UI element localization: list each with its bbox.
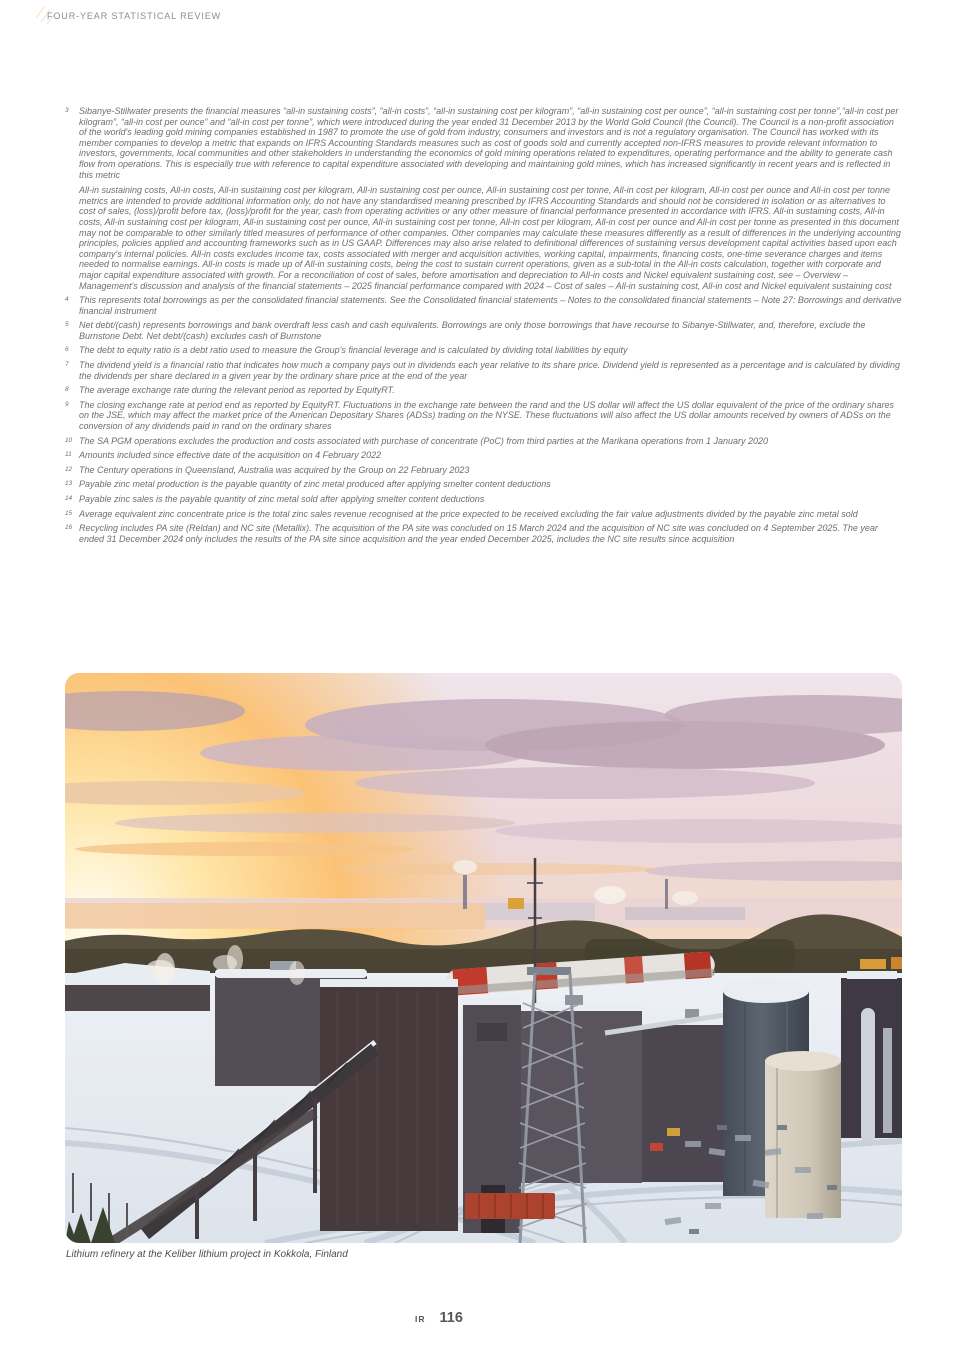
footnote-item [65,385,902,396]
footnote-paragraph: The debt to equity ratio is a debt ratio used to measure the Group's financial leverage and is calculated by dividing total liabilities by equity [79,345,628,356]
page-header: FOUR-YEAR STATISTICAL REVIEW [47,11,222,21]
footnote-number: 13 [65,480,73,488]
footnote-item [65,494,902,505]
footnote-text [79,494,902,505]
footnote-number: 16 [65,524,73,532]
footnote-number: 6 [65,346,69,354]
footnote-paragraph: Sibanye-Stillwater presents the financial measures “all-in sustaining costs”, “all-in costs”, “all-in sustaining cost per kilogram”, “all-in sustaining cost per ounce”, “all-in sustaining cost per tonne”,“all-in cost per kilogram”, “all-in cost per ounce” and “all-in cost per tonne”, which were introduced during the year ended 31 December 2013 by the World Gold Council (the Council). The Council is a non-profit association of the world's leading gold mining companies established in 1987 to promote the use of gold from industry, consumers and investors and is not a regulatory organisation. The Council has worked with its member companies to develop a metric that expands on IFRS Accounting Standards measures such as cost of goods sold and currently accepted non-IFRS measures to provide relevant information to investors, governments, local communities and other stakeholders in understanding the economics of gold mining operations related to expenditures, operating performance and the ability to generate cash flow from operations. This is especially true with reference to capital expenditure associated with developing and maintaining gold mines, which has increased significantly in recent years and is reflected in this metric [79,106,899,180]
footnote-number: 14 [65,495,73,502]
footnote-text [79,295,902,316]
footnote-number: 8 [65,386,69,394]
footnote-paragraph: Amounts included since effective date of the acquisition on 4 February 2022 [79,450,382,461]
footer-page-number: 116 [439,1310,463,1326]
footnote-text [79,479,902,490]
footnote-paragraph: The closing exchange rate at period end as reported by EquityRT. Fluctuations in the exchange rate between the rand and the US dollar will affect the US dollar equivalent of the price of the ordinary shares on the JSE, which may affect the market price of the American Depositary Shares (ADSs) trading on the NYSE. These fluctuations will also affect the US dollar amounts received by owners of ADSs on the conversion of any dividends paid in rand on the ordinary shares [79,399,894,432]
footnote-item [65,360,902,381]
footnote-text [79,385,902,396]
footnote-number: 5 [65,321,69,329]
footnote-item [65,479,902,490]
footnote-paragraph: Payable zinc metal production is the payable quantity of zinc metal produced after applying smelter content deductions [79,479,551,490]
footnote-text [79,106,902,291]
footnote-paragraph: The average exchange rate during the relevant period as reported by EquityRT. [79,385,395,396]
footnote-text [79,509,902,520]
footnotes-list [65,106,902,548]
footnote-item [65,400,902,432]
footnote-paragraph: All-in sustaining costs, All-in costs, All-in sustaining cost per kilogram, All-in sustaining cost per ounce, All-in sustaining cost per tonne, All-in cost per kilogram, All-in cost per ounce and All-in cost per tonne metrics are intended to provide additional information only, do not have any standardised meaning prescribed by IFRS Accounting Standards and should not be considered in isolation or as alternatives to cost of sales, (loss)/profit before tax, (loss)/profit for the year, cash from operating activities or any other measure of financial performance presented in accordance with IFRS. All-in sustaining costs, All-in costs, All-in sustaining cost per kilogram, All-in sustaining cost per ounce, All-in sustaining cost per tonne, All-in cost per kilogram, All-in cost per ounce and All-in cost per tonne as presented in this document may not be comparable to other similarly titled measures of performance of other companies. Other companies may calculate these measures differently as a result of differences in the underlying accounting principles, policies applied and accounting frameworks such as in US GAAP. Differences may also arise related to definitional differences of sustaining versus development capital activities based upon each company's internal policies. All-in costs excludes income tax, costs associated with merger and acquisition activities, working capital, impairments, financing costs, one-time severance charges and items needed to normalise earnings. All-in costs is made up of All-in sustaining costs, being the cost to sustain current operations, given as a sub-total in the All-in costs calculation, together with corporate and major capital expenditure associated with growth. For a reconciliation of cost of sales, before amortisation and depreciation to All-in costs and Nickel equivalent sustaining cost, see – Overview – Management's discussion and analysis of the financial statements – 2025 financial performance compared with 2024 – Cost of sales – All-in sustaining cost, All-in cost and Nickel equivalent sustaining cost [79,185,901,291]
footnote-number: 7 [65,361,69,369]
footnote-item [65,106,902,291]
footnote-paragraph: The SA PGM operations excludes the production and costs associated with purchase of concentrate (PoC) from third parties at the Marikana operations from 1 January 2020 [79,435,769,446]
footnote-item [65,450,902,461]
footnote-text [79,436,902,447]
footnote-paragraph: Average equivalent zinc concentrate price is the total zinc sales revenue recognised at the price expected to be received excluding the fair value adjustments divided by the payable zinc metal sold [79,508,858,519]
footnote-item [65,465,902,476]
footnote-number: 9 [65,400,69,408]
footnote-text [79,320,902,341]
footnote-number: 15 [65,509,73,517]
photo-lithium-refinery [65,673,902,1243]
footnote-text [79,523,902,544]
footnote-item [65,320,902,341]
page-footer [415,1310,463,1326]
footnote-item [65,295,902,316]
footnote-item [65,509,902,520]
footnote-text [79,450,902,461]
footnote-paragraph: Net debt/(cash) represents borrowings and bank overdraft less cash and cash equivalents. Borrowings are only those borrowings that have recourse to Sibanye-Stillwater, and, therefore, exclude the Burnstone Debt. Net debt/(cash) excludes cash of Burnstone [79,320,866,341]
footnote-item [65,436,902,447]
footnote-number: 12 [65,465,73,473]
footnote-text [79,345,902,356]
footnote-text [79,465,902,476]
footnote-number: 3 [65,107,69,114]
footnote-paragraph: The dividend yield is a financial ratio that indicates how much a company pays out in dividends each year relative to its share price. Dividend yield is represented as a percentage and is calculated by dividing the dividends per share declared in a given year by the ordinary share price at the end of the year [79,360,900,381]
photo-caption: Lithium refinery at the Keliber lithium project in Kokkola, Finland [66,1249,348,1260]
footnote-item [65,523,902,544]
footnote-text [79,360,902,381]
footnote-number: 11 [65,451,72,459]
footnote-item [65,345,902,356]
footnote-paragraph: Recycling includes PA site (Reldan) and NC site (Metallix). The acquisition of the PA site was concluded on 15 March 2024 and the acquisition of NC site was concluded on 4 September 2025. The year ended 31 December 2024 only includes the results of the PA site since acquisition and the year ended December 2025, includes the NC site results since acquisition [79,523,878,544]
footnote-paragraph: Payable zinc sales is the payable quantity of zinc metal sold after applying smelter content deductions [79,494,485,504]
footnote-number: 4 [65,296,69,304]
footer-section-label: IR [415,1314,426,1324]
footnote-paragraph: The Century operations in Queensland, Australia was acquired by the Group on 22 February 2023 [79,464,470,475]
footnote-number: 10 [65,436,73,444]
industrial-sunset-illustration [65,673,902,1243]
footnote-text [79,400,902,432]
footnote-paragraph: This represents total borrowings as per the consolidated financial statements. See the Consolidated financial statements – Notes to the consolidated financial statements – Note 27: Borrowings and derivative financial instrument [79,295,902,316]
